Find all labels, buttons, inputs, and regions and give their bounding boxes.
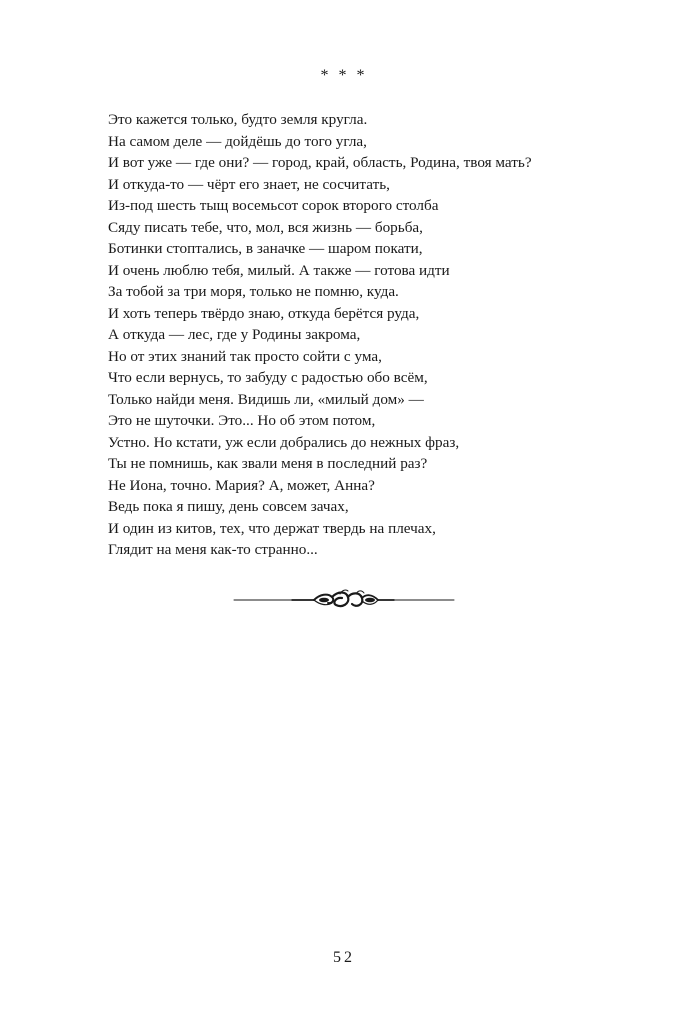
poem-line: На самом деле — дойдёшь до того угла, bbox=[108, 132, 367, 150]
poem-line: Что если вернусь, то забуду с радостью обо всём, bbox=[108, 369, 428, 386]
poem-line: Устно. Но кстати, уж если добрались до нежных фраз, bbox=[108, 433, 460, 451]
poem-line: И хоть теперь твёрдо знаю, откуда берётся руда, bbox=[108, 304, 420, 322]
poem-line: Ты не помнишь, как звали меня в последний раз? bbox=[108, 455, 428, 472]
poem-line: Из-под шесть тыщ восемьсот сорок второго столба bbox=[108, 197, 439, 214]
poem-line: Это не шуточки. Это... Но об этом потом, bbox=[108, 412, 376, 429]
poem-line: И один из китов, тех, что держат твердь на плечах, bbox=[108, 519, 436, 537]
section-separator: * * * bbox=[320, 67, 368, 84]
poem-line: За тобой за три моря, только не помню, куда. bbox=[108, 283, 399, 300]
poem-line: Но от этих знаний так просто сойти с ума, bbox=[108, 347, 382, 365]
poem-line: И очень люблю тебя, милый. А также — готова идти bbox=[108, 261, 450, 279]
flourish-divider-icon bbox=[232, 588, 456, 612]
poem-line: А откуда — лес, где у Родины закрома, bbox=[108, 326, 361, 343]
poem-line: Не Иона, точно. Мария? А, может, Анна? bbox=[108, 476, 375, 494]
poem-line: Ботинки стоптались, в заначке — шаром покати, bbox=[108, 240, 423, 257]
page-number: 52 bbox=[333, 949, 355, 966]
poem-line: И откуда-то — чёрт его знает, не сосчитать, bbox=[108, 175, 390, 193]
poem-line: Глядит на меня как-то странно... bbox=[108, 541, 318, 558]
poem-line: Сяду писать тебе, что, мол, вся жизнь — борьба, bbox=[108, 218, 423, 236]
poem-line: Это кажется только, будто земля кругла. bbox=[108, 111, 368, 128]
poem-line: Только найди меня. Видишь ли, «милый дом» — bbox=[108, 390, 424, 408]
poem-line: Ведь пока я пишу, день совсем зачах, bbox=[108, 498, 349, 515]
poem-line: И вот уже — где они? — город, край, область, Родина, твоя мать? bbox=[108, 154, 532, 171]
poem-text bbox=[108, 109, 668, 561]
